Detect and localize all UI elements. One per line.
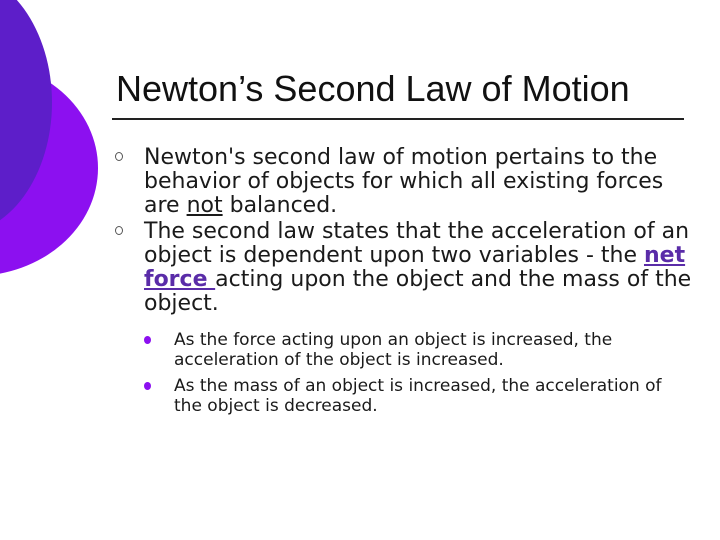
sub-bullet-item (144, 376, 692, 416)
sub-bullet-text: As the mass of an object is increased, the acceleration of the object is decreased. (174, 376, 662, 416)
hollow-circle-bullet-icon (115, 152, 123, 161)
bullet-text-end: balanced. (222, 193, 338, 218)
bullet-item (112, 220, 692, 416)
filled-circle-bullet-icon (144, 336, 151, 344)
hollow-circle-bullet-icon (115, 226, 123, 235)
sub-bullet-text: As the force acting upon an object is increased, the acceleration of the object is increased. (174, 330, 613, 370)
emphasized-word: not (186, 193, 223, 218)
bullet-text-start: The second law states that the acceleration of an object is dependent upon two variables - the (144, 219, 690, 268)
bullet-list (112, 146, 692, 422)
sub-bullet-item (144, 330, 692, 370)
bullet-item (112, 146, 692, 218)
net-force-link[interactable]: net force (144, 243, 686, 292)
bullet-text-end: acting upon the object and the mass of the object. (144, 267, 692, 316)
slide-title: Newton’s Second Law of Motion (116, 68, 630, 109)
filled-circle-bullet-icon (144, 382, 151, 390)
sub-bullet-list (144, 330, 692, 416)
title-divider (112, 118, 684, 120)
bullet-text-start: Newton's second law of motion pertains to the behavior of objects for which all existing forces are (144, 145, 664, 218)
